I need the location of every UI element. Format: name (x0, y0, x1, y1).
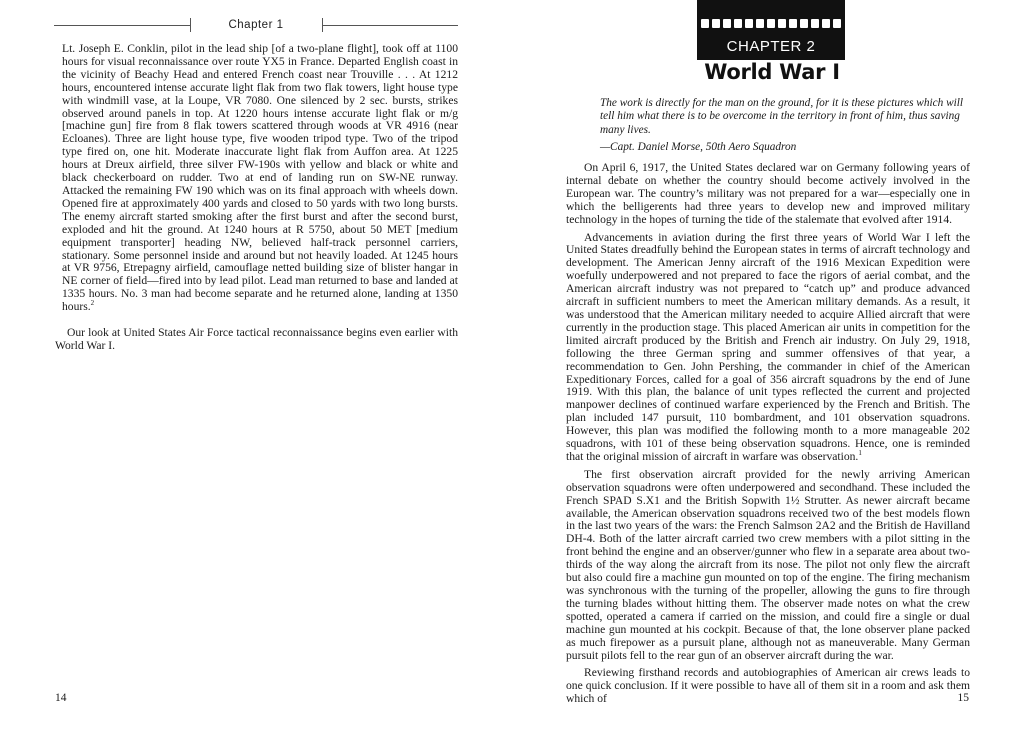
film-hole (734, 19, 742, 28)
paragraph-text: Reviewing firsthand records and autobiographies of American air crews leads to one quick conclusion. If it were possible to have all of them sit in a room and ask them which of (566, 666, 970, 706)
film-hole (811, 19, 819, 28)
body-paragraph (566, 469, 970, 663)
right-body (566, 162, 970, 706)
body-paragraph (566, 232, 970, 464)
paragraph-text: The first observation aircraft provided for the newly arriving American observation squadrons were often underpowered and secondhand. These included the French SPAD S.X1 and the British Sopwith 1½ Strutter. As newer aircraft became available, the American observation squadrons received two of the best models flown in the last two years of the wars: the French Salmson 2A2 and the British de Havilland DH-4. Both of the latter aircraft carried two crew members with a pilot sitting in the front behind the engine and an observer/gunner who flew in a separate area about two-thirds of the way along the aircraft from its nose. The pilot not only flew the aircraft but also could fire a machine gun mounted on top of the engine. The firing mechanism was synchronous with the turning of the propeller, allowing the guns to fire through the turning blades without hitting them. The observer made notes on what the crew spotted, operated a camera if carried on the mission, and could fire a single or dual machine gun mounted at his cockpit. Because of that, the lone observer plane packed as much firepower as a pursuit plane, although not as maneuverable. Many German pursuit pilots fell to the rear gun of an observer aircraft during the war. (566, 467, 970, 662)
film-strip-holes (701, 19, 841, 28)
running-header (54, 18, 458, 34)
film-hole (756, 19, 764, 28)
body-paragraph (566, 667, 970, 706)
report-paragraph (62, 43, 458, 314)
page-number-right: 15 (957, 692, 969, 704)
film-hole (789, 19, 797, 28)
epigraph-quote: The work is directly for the man on the ground, for it is these pictures which will tell him what there is to be overcome in the territory in front of him, thus saving many lives. (600, 97, 964, 136)
body-paragraph (566, 162, 970, 227)
footnote-marker: 1 (858, 449, 862, 458)
transition-paragraph: Our look at United States Air Force tactical reconnaissance begins even earlier with World War I. (55, 326, 458, 352)
film-hole (833, 19, 841, 28)
paragraph-text: On April 6, 1917, the United States declared war on Germany following years of internal debate on whether the country should become actively involved in the European war. The country’s military was not prepared for a war—especially one in which the belligerents had three years to develop new and improved military technology in the hopes of turning the tide of the stalemate that evolved after 1914. (566, 161, 970, 226)
header-rule-right (322, 25, 458, 26)
film-hole (723, 19, 731, 28)
film-hole (701, 19, 709, 28)
report-text: Lt. Joseph E. Conklin, pilot in the lead ship [of a two-plane flight], took off at 1100 hours for visual reconnaissance over route YX5 in France. Departed English coast in the vicinity of Beachy Head and entered French coast near Trouville . . . At 1212 hours, encountered intense accurate light flak from two flak towers, light house type with windmill vase, at la Loupe, VR 7080. One silenced by 2 sec. bursts, strikes observed around panels in top. At 1220 hours intense accurate light flak or m/g [machine gun] fire from 8 flak towers scattered through woods at VR 4916 (near Ecloanes). Three are light house type, five wooden tripod type. Two of the tripod type fired on, one hit. Moderate inaccurate light flak from Auffon area. At 1225 hours at Dreux airfield, three silver FW-190s with yellow and black or white and black checkerboard on rudder. Two at end of landing run on SW-NE runway. Attacked the remaining FW 190 which was on its final approach with wheels down. Opened fire at approximately 400 yards and closed to 50 yards with two long bursts. The enemy aircraft started smoking after the first burst and after the second burst, exploded and hit the ground. At 1240 hours at R 5750, about 50 MET [medium equipment transporter] heading NW, believed half-track personnel carriers, stationary. Some personnel inside and around but not heavily loaded. At 1245 hours at VR 9756, Etrepagny airfield, camouflage netted building size of blister hangar in NE corner of field—fired into by lead pilot. Lead man returned to base and landed at 1335 hours. No. 3 man had become separate and he returned alone, landing at 1350 hours. (62, 42, 458, 314)
header-rule-left (54, 25, 190, 26)
paragraph-text: Advancements in aviation during the first three years of World War I left the United States dreadfully behind the European states in terms of aircraft technology and development. The American Jenny aircraft of the 1916 Mexican Expedition were woefully underpowered and not prepared to face the rigors of aerial combat, and the American aircraft industry was not prepared to “catch up” and produce advanced aircraft in sufficient numbers to meet the American military demands. As a result, it was understood that the American military needed to acquire Allied aircraft that were currently in the production stage. This placed American air units in competition for the limited aircraft produced by the British and French air industry. On July 29, 1918, following the three German spring and summer offensives of that year, a recommendation to Gen. John Pershing, the commander in chief of the American Expeditionary Forces, called for a goal of 356 aircraft squadrons by the end of June 1919. With this plan, the balance of unit types reflected the current and projected manpower declines of continued warfare experienced by the French and British. The plan included 147 pursuit, 110 bombardment, and 101 observation squadrons. However, this plan was modified the following month to a more manageable 202 squadrons, with 101 of these being observation squadrons. Hence, one is reminded that the original mission of aircraft in warfare was observation. (566, 230, 970, 463)
left-body (55, 42, 458, 353)
running-header-text: Chapter 1 (228, 19, 284, 31)
film-hole (712, 19, 720, 28)
chapter-banner (697, 0, 845, 60)
epigraph-attribution: —Capt. Daniel Morse, 50th Aero Squadron (600, 141, 797, 154)
film-hole (767, 19, 775, 28)
film-hole (822, 19, 830, 28)
film-hole (745, 19, 753, 28)
chapter-label: CHAPTER 2 (726, 38, 816, 55)
chapter-title: World War I (704, 60, 840, 84)
epigraph (600, 97, 972, 155)
right-page (512, 0, 1024, 731)
film-hole (778, 19, 786, 28)
page-number-left: 14 (55, 692, 67, 704)
footnote-marker: 2 (90, 299, 95, 308)
film-hole (800, 19, 808, 28)
